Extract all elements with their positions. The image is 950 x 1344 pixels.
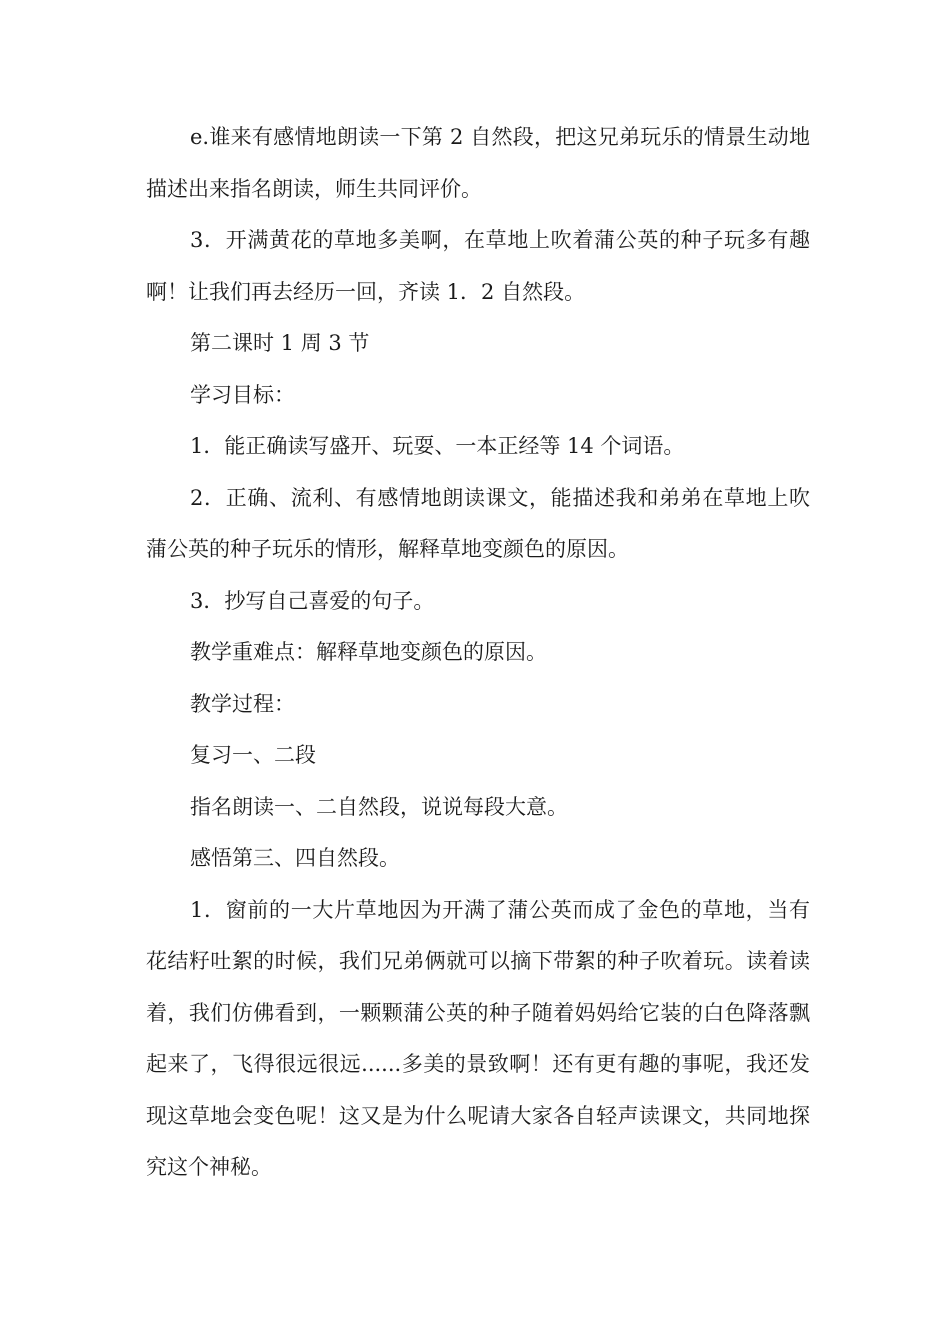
paragraph-key-difficulty: 教学重难点：解释草地变颜色的原因。 <box>190 640 547 664</box>
document-body <box>146 112 810 1194</box>
paragraph-teaching-process: 教学过程： <box>190 691 295 716</box>
paragraph-read-aloud-sections: 指名朗读一、二自然段，说说每段大意。 <box>190 794 568 819</box>
paragraph-yellow-flowers: 3．开满黄花的草地多美啊，在草地上吹着蒲公英的种子玩多有趣啊！让我们再去经历一回，齐读 1．2 自然段。 <box>146 228 810 304</box>
paragraph-golden-meadow: 1．窗前的一大片草地因为开满了蒲公英而成了金色的草地，当有花结籽吐絮的时候，我们兄弟俩就可以摘下带絮的种子吹着玩。读着读着，我们仿佛看到，一颗颗蒲公英的种子随着妈妈给它装的白色降落飘起来了，飞得很远很远......多美的景致啊！还有更有趣的事呢，我还发现这草地会变色呢！这又是为什么呢请大家各自轻声读课文，共同地探究这个神秘。 <box>146 897 810 1179</box>
paragraph-second-lesson: 第二课时 1 周 3 节 <box>190 331 370 355</box>
paragraph-review: 复习一、二段 <box>190 743 316 767</box>
paragraph-goal-3: 3．抄写自己喜爱的句子。 <box>190 588 435 613</box>
paragraph-learning-goals-heading: 学习目标： <box>190 382 295 407</box>
paragraph-goal-2: 2．正确、流利、有感情地朗读课文，能描述我和弟弟在草地上吹蒲公英的种子玩乐的情形，解释草地变颜色的原因。 <box>146 485 810 561</box>
paragraph-goal-1: 1．能正确读写盛开、玩耍、一本正经等 14 个词语。 <box>190 434 685 458</box>
paragraph-sections-three-four: 感悟第三、四自然段。 <box>190 846 400 870</box>
paragraph-reading-aloud: e.谁来有感情地朗读一下第 2 自然段，把这兄弟玩乐的情景生动地描述出来指名朗读，师生共同评价。 <box>146 125 810 201</box>
